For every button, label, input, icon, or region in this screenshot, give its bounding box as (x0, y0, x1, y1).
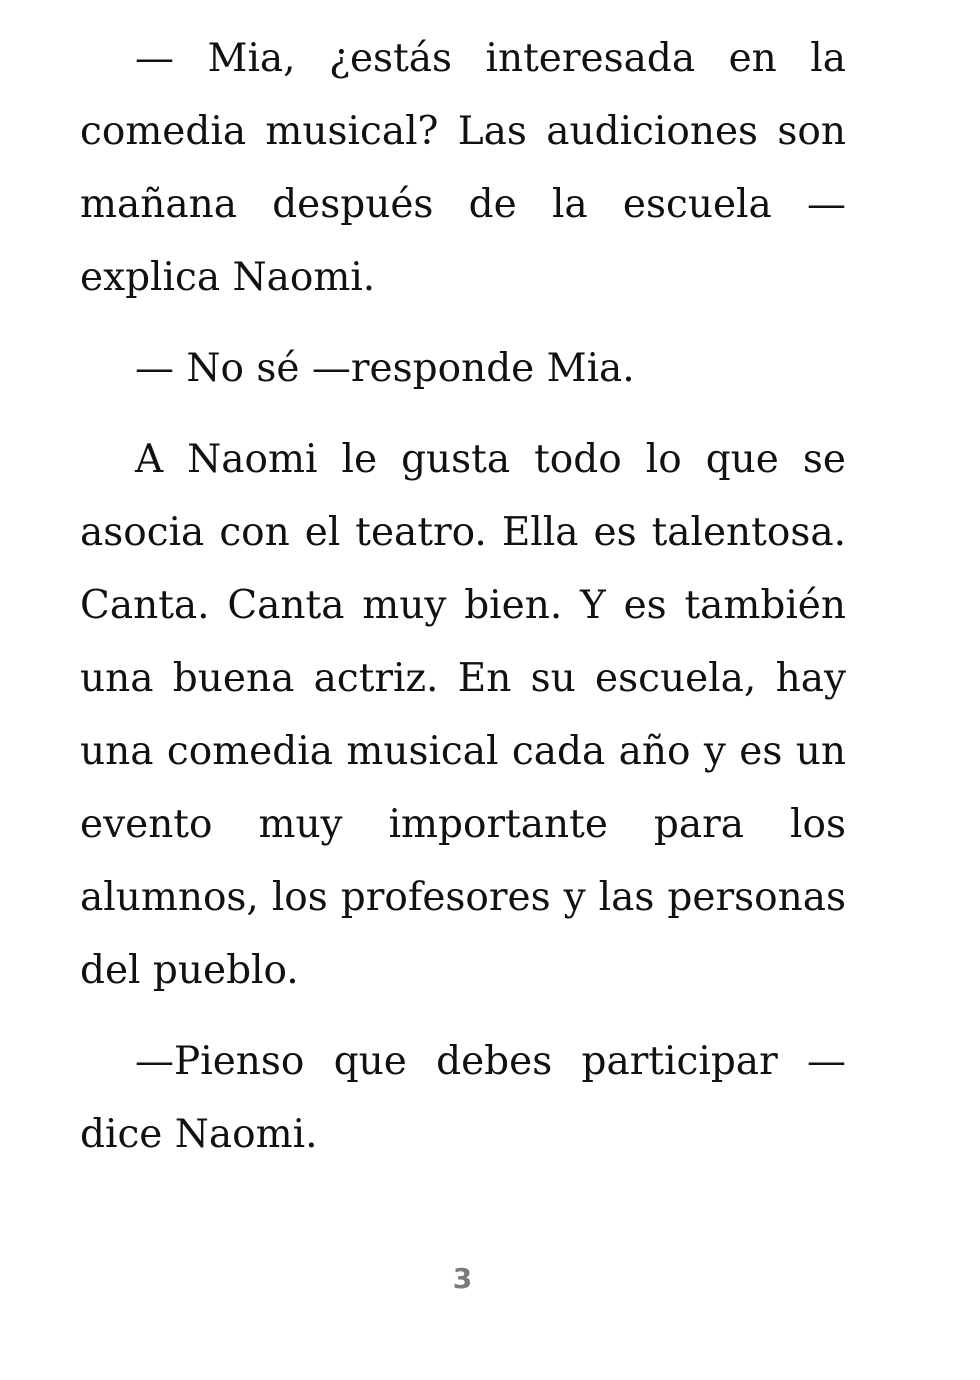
paragraph-2: — No sé —responde Mia. (135, 346, 635, 391)
paragraph-3: A Naomi le gusta todo lo que se asocia con el teatro. Ella es talentosa. Canta. Canta muy bien. Y es también una buena actriz. En su escuela, hay una comedia musical cada año y es un evento muy importante para los alumnos, los profesores y las personas del pueblo. (80, 437, 846, 993)
paragraph-4: —Pienso que debes participar —dice Naomi. (80, 1039, 846, 1157)
paragraph-1: — Mia, ¿estás interesada en la comedia musical? Las audiciones son mañana después de la escuela —explica Naomi. (80, 36, 846, 300)
page-number: 3 (452, 1262, 473, 1295)
page-text (80, 22, 846, 1189)
